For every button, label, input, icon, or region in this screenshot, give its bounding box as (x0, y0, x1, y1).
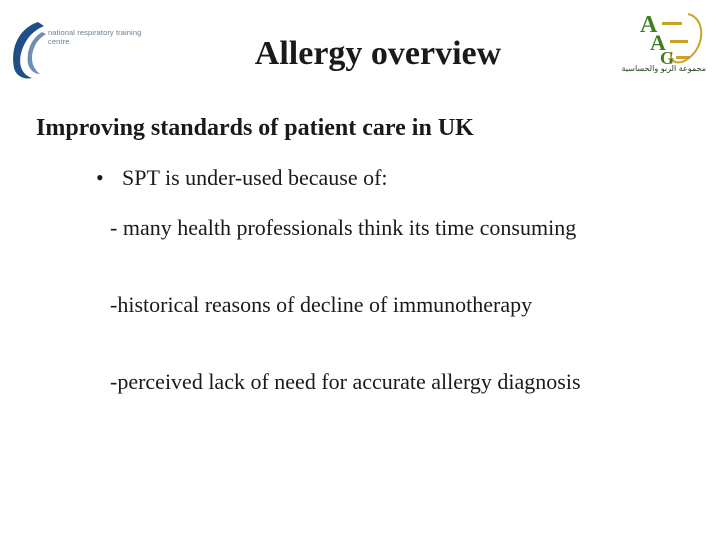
sub-item-time-consuming: - many health professionals think its time consuming (110, 215, 577, 240)
bullet-text: SPT is under-used because of: (122, 165, 388, 190)
aag-letter-a1: A (640, 12, 658, 38)
bullet-item (96, 164, 388, 192)
bullet-marker: • (96, 165, 104, 190)
aag-arabic-text: مجموعة الربو والحساسية (621, 64, 706, 73)
sub-item-immunotherapy: -historical reasons of decline of immunotherapy (110, 292, 533, 317)
slide-subtitle: Improving standards of patient care in UK (36, 115, 474, 141)
sub-item-diagnosis: -perceived lack of need for accurate allergy diagnosis (110, 369, 581, 394)
nrtc-logo-text: national respiratory training centre (48, 28, 142, 46)
slide-title: Allergy overview (254, 35, 502, 72)
aag-letter-g: G (660, 48, 675, 66)
aag-letter-a2: A (650, 30, 666, 55)
